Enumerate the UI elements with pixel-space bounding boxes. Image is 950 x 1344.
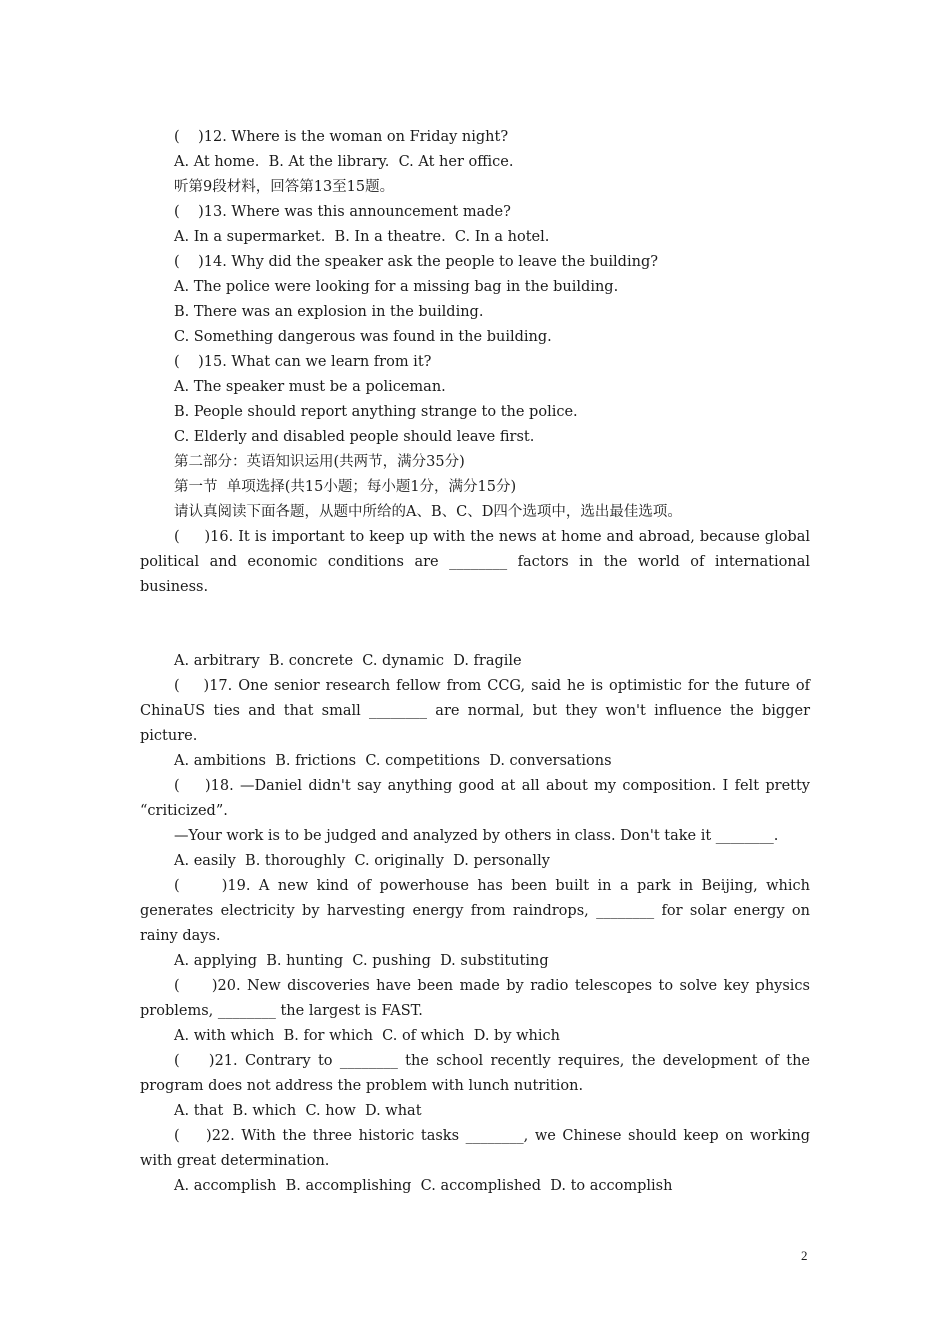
q14-option-c: C. Something dangerous was found in the building. bbox=[174, 329, 552, 345]
q12-options: A. At home. B. At the library. C. At her office. bbox=[174, 154, 514, 170]
q17-stem: ( )17. One senior research fellow from CCG, said he is optimistic for the future of ChinaUS ties and that small ________ are normal, but they won't influence the bigger picture. bbox=[140, 678, 810, 744]
q15-option-a: A. The speaker must be a policeman. bbox=[174, 379, 446, 395]
q22-options: A. accomplish B. accomplishing C. accomplished D. to accomplish bbox=[174, 1178, 673, 1194]
q15-stem: ( )15. What can we learn from it? bbox=[174, 354, 432, 370]
q17-options: A. ambitions B. frictions C. competitions D. conversations bbox=[174, 753, 612, 769]
section-instruction-9: 听第9段材料，回答第13至15题。 bbox=[174, 179, 395, 195]
part-two-heading: 第二部分：英语知识运用(共两节，满分35分) bbox=[174, 454, 465, 470]
page-number: 2 bbox=[801, 1248, 808, 1263]
q20-options: A. with which B. for which C. of which D. by which bbox=[174, 1028, 560, 1044]
q21-stem: ( )21. Contrary to ________ the school recently requires, the development of the program does not address the problem with lunch nutrition. bbox=[140, 1053, 810, 1094]
q18-stem: ( )18. —Daniel didn't say anything good at all about my composition. I felt pretty “criticized”. bbox=[140, 778, 810, 819]
section-one-heading: 第一节 单项选择(共15小题；每小题1分，满分15分) bbox=[174, 479, 517, 495]
q14-stem: ( )14. Why did the speaker ask the people to leave the building? bbox=[174, 254, 659, 270]
q22-stem: ( )22. With the three historic tasks ________, we Chinese should keep on working with great determination. bbox=[140, 1128, 810, 1169]
section-instruction: 请认真阅读下面各题，从题中所给的A、B、C、D四个选项中，选出最佳选项。 bbox=[174, 504, 682, 520]
q16-options: A. arbitrary B. concrete C. dynamic D. fragile bbox=[174, 653, 522, 669]
q19-stem: ( )19. A new kind of powerhouse has been built in a park in Beijing, which generates electricity by harvesting energy from raindrops, ________ for solar energy on rainy days. bbox=[140, 878, 810, 944]
q13-stem: ( )13. Where was this announcement made? bbox=[174, 204, 511, 220]
blank-gap bbox=[140, 600, 810, 649]
document-page bbox=[140, 125, 810, 1199]
q12-stem: ( )12. Where is the woman on Friday night? bbox=[174, 129, 509, 145]
q18-options: A. easily B. thoroughly C. originally D. personally bbox=[174, 853, 550, 869]
q16-stem: ( )16. It is important to keep up with the news at home and abroad, because global political and economic conditions are ________ factors in the world of international business. bbox=[140, 529, 810, 595]
q18-reply: —Your work is to be judged and analyzed by others in class. Don't take it ________. bbox=[174, 828, 779, 844]
q15-option-b: B. People should report anything strange to the police. bbox=[174, 404, 578, 420]
q13-options: A. In a supermarket. B. In a theatre. C. In a hotel. bbox=[174, 229, 550, 245]
q20-stem: ( )20. New discoveries have been made by radio telescopes to solve key physics problems, ________ the largest is FAST. bbox=[140, 978, 810, 1019]
q14-option-a: A. The police were looking for a missing bag in the building. bbox=[174, 279, 619, 295]
q21-options: A. that B. which C. how D. what bbox=[174, 1103, 422, 1119]
q19-options: A. applying B. hunting C. pushing D. substituting bbox=[174, 953, 549, 969]
q15-option-c: C. Elderly and disabled people should leave first. bbox=[174, 429, 535, 445]
q14-option-b: B. There was an explosion in the building. bbox=[174, 304, 484, 320]
